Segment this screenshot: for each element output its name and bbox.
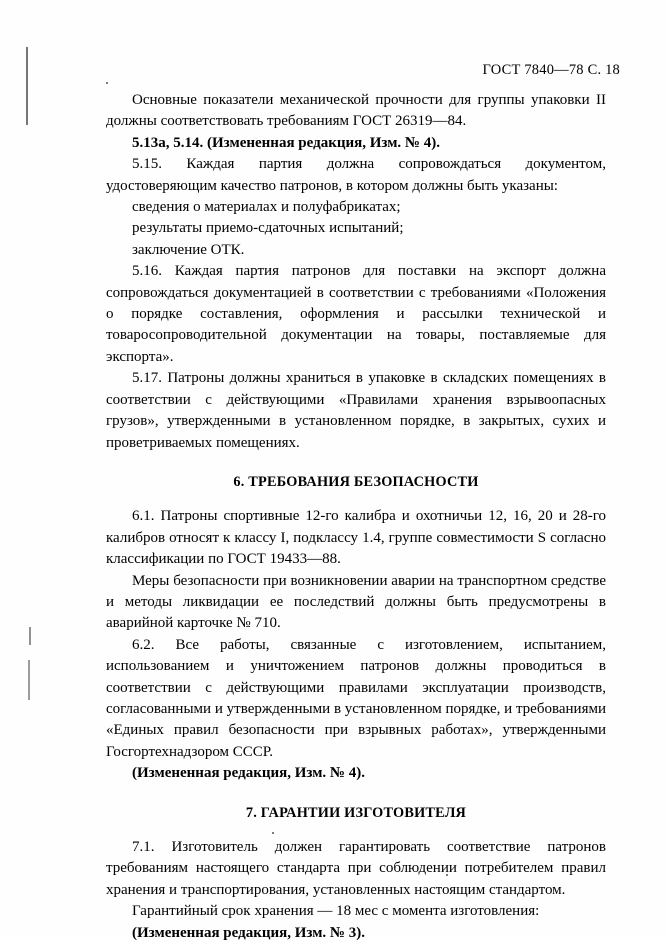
paragraph-6-1b: Меры безопасности при возникновении аварии на транспортном средстве и методы ликвидации ее последствий должны быть предусмотрены в аварийной карточке № 710. — [106, 572, 606, 632]
paragraph-5-16: 5.16. Каждая партия патронов для поставки на экспорт должна сопровождаться документацией в соответствии с требованиями «Положения о порядке составления, оформления и рассылки технической и товаросопроводительной документации на товары, поставляемые для экспорта». — [106, 263, 606, 365]
paragraph-7-1: 7.1. Изготовитель должен гарантировать соответствие патронов требованиям настоящего стандарта при соблюдении потребителем правил хранения и транспортирования, установленных настоящим стандартом. — [106, 839, 606, 898]
scan-artifact-left-top — [26, 47, 28, 125]
page-header — [483, 62, 620, 79]
scan-artifact-left-mid — [29, 627, 31, 645]
list-item: заключение ОТК. — [132, 241, 245, 258]
paragraph-5-17: 5.17. Патроны должны храниться в упаковке в складских помещениях в соответствии с действующими «Правилами хранения взрывоопасных грузов», утвержденными в установленном порядке, в закрытых, сухих и проветриваемых помещениях. — [106, 370, 606, 451]
list-item: результаты приемо-сдаточных испытаний; — [132, 220, 404, 237]
scan-artifact-left-lower — [28, 660, 30, 700]
paragraph-revision-1: 5.13а, 5.14. (Измененная редакция, Изм. № 4). — [132, 134, 441, 151]
paragraph-intro: Основные показатели механической прочности для группы упаковки II должны соответствовать требованиям ГОСТ 26319—84. — [106, 92, 606, 130]
document-body — [106, 90, 606, 944]
paragraph-6-2: 6.2. Все работы, связанные с изготовлением, испытанием, использованием и уничтожением патронов должны проводиться в соответствии с действующими правилами эксплуатации производств, согласованными и утвержденными в установленном порядке, и требованиями «Единых правил безопасности при взрывных работах», утвержденными Госгортехнадзором СССР. — [106, 636, 606, 760]
list-item: сведения о материалах и полуфабрикатах; — [132, 199, 401, 216]
paragraph-revision-2: (Измененная редакция, Изм. № 4). — [132, 765, 366, 782]
standard-number: ГОСТ 7840—78 — [482, 62, 584, 78]
scan-speck-top — [106, 82, 108, 84]
paragraph-7-1b: Гарантийный срок хранения — 18 мес с момента изготовления: — [132, 903, 540, 920]
section-heading-7: 7. ГАРАНТИИ ИЗГОТОВИТЕЛЯ — [245, 804, 467, 821]
section-heading-6: 6. ТРЕБОВАНИЯ БЕЗОПАСНОСТИ — [233, 473, 479, 490]
paragraph-5-15: 5.15. Каждая партия должна сопровождаться документом, удостоверяющим качество патронов, в котором должны быть указаны: — [106, 156, 606, 194]
paragraph-6-1: 6.1. Патроны спортивные 12-го калибра и охотничьи 12, 16, 20 и 28-го калибров относят к классу I, подклассу 1.4, группе совместимости S согласно классификации по ГОСТ 19433—88. — [106, 508, 606, 568]
page-number: С. 18 — [587, 62, 620, 78]
paragraph-revision-3: (Измененная редакция, Изм. № 3). — [132, 924, 366, 941]
